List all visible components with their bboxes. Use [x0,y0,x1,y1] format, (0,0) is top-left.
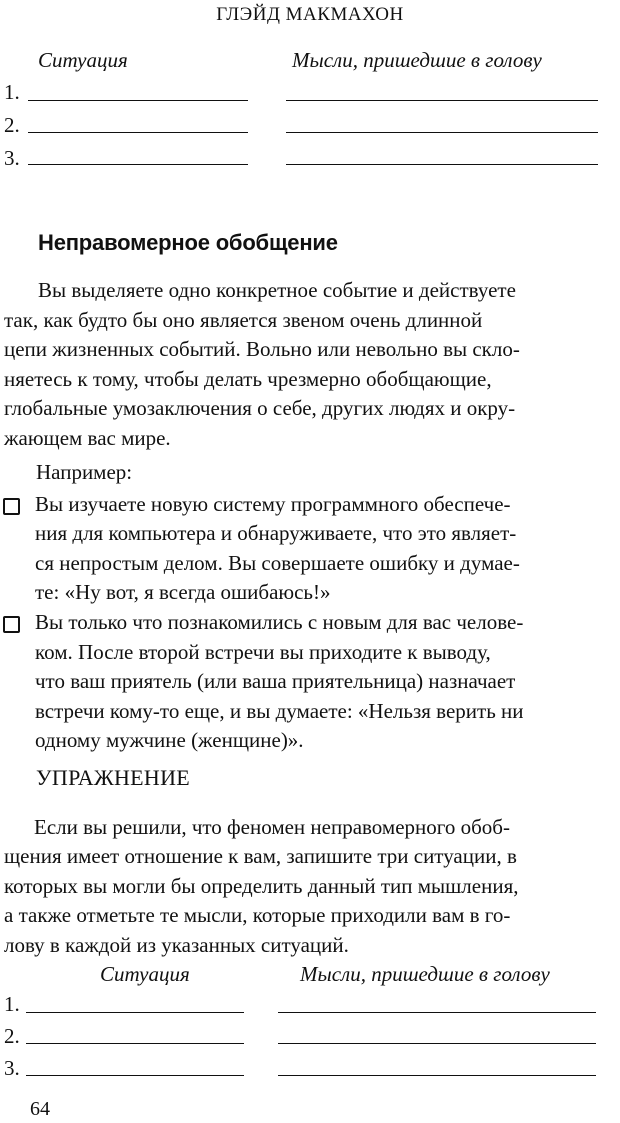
bullet-line: ния для компьютера и обнаруживаете, что это являет- [35,521,517,545]
bottom-table-thoughts-line[interactable] [278,1012,596,1013]
top-table-situation-line[interactable] [28,132,248,133]
bullet-line: встречи кому-то еще, и вы думаете: «Нельзя верить ни [35,699,524,723]
top-table-row-number: 3. [4,146,20,170]
paragraph-line: а также отметьте те мысли, которые приходили вам в го- [4,903,511,927]
bottom-table-situation-line[interactable] [26,1012,244,1013]
bottom-table-thoughts-line[interactable] [278,1043,596,1044]
page-number: 64 [30,1098,50,1120]
checkbox-icon [3,616,20,633]
paragraph-line: жающем вас мире. [4,426,171,450]
paragraph-line: щения имеет отношение к вам, запишите три ситуации, в [4,844,517,868]
top-table-header-situation: Ситуация [38,48,128,72]
bottom-table-row-number: 3. [4,1056,20,1080]
bottom-table-row-number: 2. [4,1024,20,1048]
bullet-line: ся непростым делом. Вы совершаете ошибку и думае- [35,551,520,575]
bottom-table-situation-line[interactable] [26,1075,244,1076]
top-table-row-number: 1. [4,80,20,104]
top-table-situation-line[interactable] [28,164,248,165]
checkbox-icon [3,498,20,515]
bullet-line: те: «Ну вот, я всегда ошибаюсь!» [35,580,331,604]
top-table-thoughts-line[interactable] [286,100,598,101]
paragraph-line: лову в каждой из указанных ситуаций. [4,933,349,957]
bullet-line: одному мужчине (женщине)». [35,728,304,752]
bottom-table-row-number: 1. [4,992,20,1016]
paragraph-line: которых вы могли бы определить данный тип мышления, [4,874,519,898]
running-head: ГЛЭЙД МАКМАХОН [216,4,404,25]
bullet-line: что ваш приятель (или ваша приятельница) назначает [35,669,516,693]
bottom-table-header-situation: Ситуация [100,962,190,986]
paragraph-line: няетесь к тому, чтобы делать чрезмерно обобщающие, [4,367,492,391]
bottom-table-header-thoughts: Мысли, пришедшие в голову [300,962,550,986]
top-table-row-number: 2. [4,113,20,137]
top-table-thoughts-line[interactable] [286,164,598,165]
paragraph-line: Если вы решили, что феномен неправомерного обоб- [34,815,510,839]
top-table-header-thoughts: Мысли, пришедшие в голову [292,48,542,72]
paragraph-line: Вы выделяете одно конкретное событие и действуете [38,278,516,302]
section-heading: Неправомерное обобщение [38,230,338,255]
exercise-title: УПРАЖНЕНИЕ [36,765,191,790]
paragraph-line: глобальные умозаключения о себе, других людях и окру- [4,396,516,420]
paragraph-line: так, как будто бы оно является звеном очень длинной [4,308,483,332]
bullet-line: ком. После второй встречи вы приходите к выводу, [35,640,491,664]
bullet-line: Вы только что познакомились с новым для вас челове- [35,610,524,634]
bottom-table-situation-line[interactable] [26,1043,244,1044]
example-intro: Например: [36,460,133,484]
paragraph-line: цепи жизненных событий. Вольно или невольно вы скло- [4,337,520,361]
bullet-line: Вы изучаете новую систему программного обеспече- [35,492,511,516]
top-table-thoughts-line[interactable] [286,132,598,133]
top-table-situation-line[interactable] [28,100,248,101]
bottom-table-thoughts-line[interactable] [278,1075,596,1076]
